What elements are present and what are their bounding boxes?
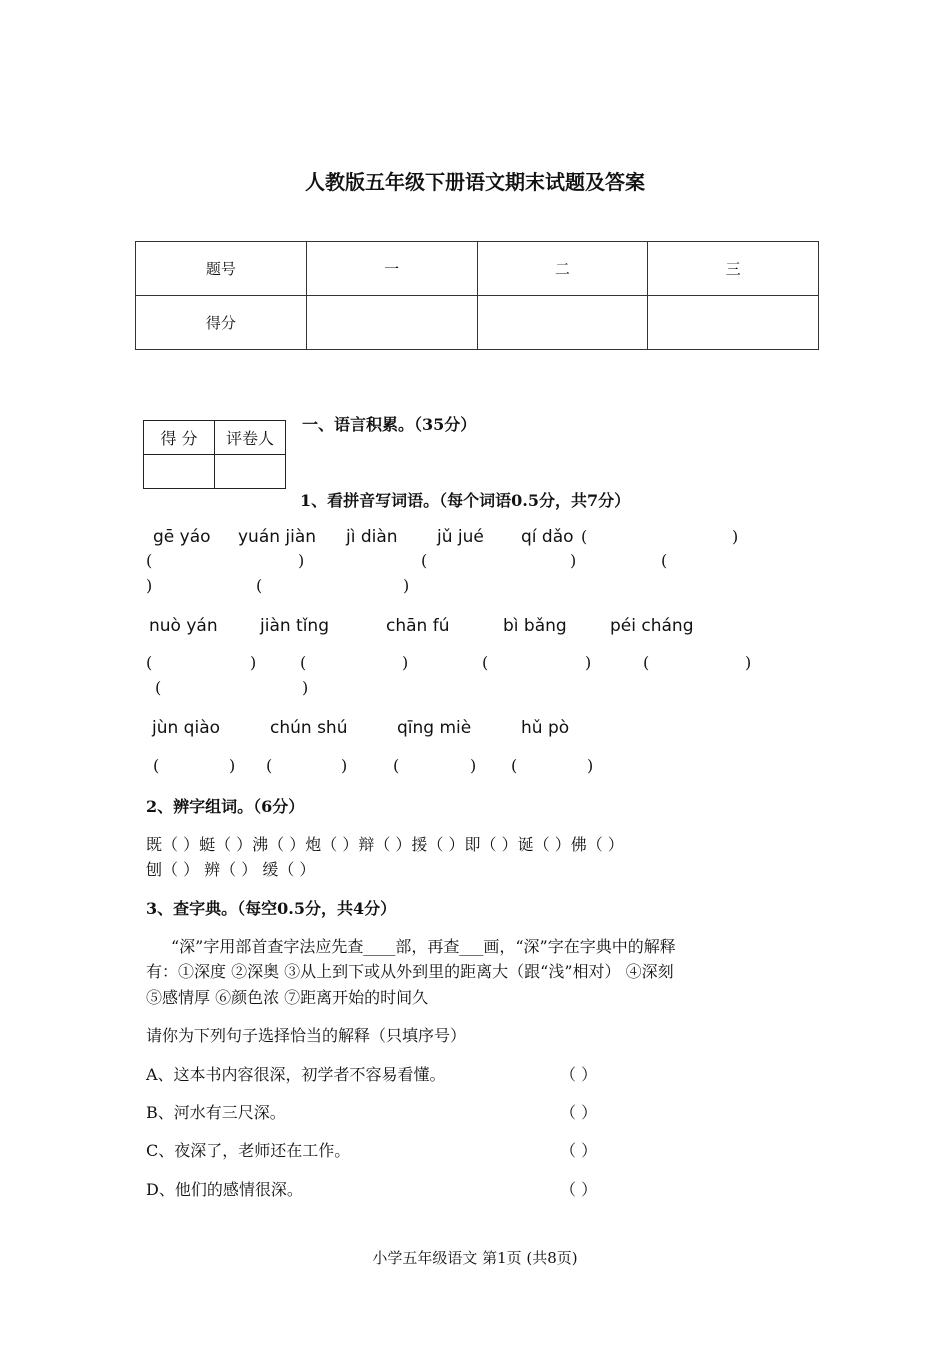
answer-bracket-open: ( — [256, 576, 263, 595]
score-cell[interactable] — [648, 296, 819, 350]
score-cell[interactable] — [306, 296, 477, 350]
q3-paragraph: “深”字用部首查字法应先查____部，再查___画，“深”字在字典中的解释 — [171, 937, 676, 956]
answer-blank[interactable]: （ ） — [560, 1103, 598, 1122]
pinyin-item: jì diàn — [346, 527, 398, 547]
score-cell[interactable] — [477, 296, 648, 350]
answer-bracket-close: ) — [402, 653, 409, 672]
table-cell: 三 — [648, 242, 819, 296]
pinyin-item: chān fú — [386, 616, 450, 636]
question-item: C、夜深了，老师还在工作。 — [146, 1141, 351, 1160]
page-footer: 小学五年级语文 第1页 (共8页) — [372, 1249, 578, 1267]
answer-bracket-close: ) — [745, 653, 752, 672]
q3-paragraph: ⑤感情厚 ⑥颜色浓 ⑦距离开始的时间久 — [146, 988, 429, 1007]
pinyin-item: bì bǎng — [503, 616, 567, 636]
pinyin-item: qīng miè — [397, 718, 472, 738]
pinyin-item: jiàn tǐng — [260, 616, 329, 636]
section1-heading: 一、语言积累。（35分） — [302, 415, 477, 434]
question-item: A、这本书内容很深，初学者不容易看懂。 — [146, 1065, 446, 1084]
answer-bracket-close: ) — [570, 551, 577, 570]
answer-bracket-open: ( — [511, 756, 518, 775]
answer-bracket-open: ( — [643, 653, 650, 672]
question-item: D、他们的感情很深。 — [146, 1180, 303, 1199]
answer-bracket-open: ( — [153, 756, 160, 775]
table-row — [136, 296, 819, 350]
pinyin-item: jùn qiào — [152, 718, 221, 738]
table-cell: 一 — [306, 242, 477, 296]
grader-score-label: 得 分 — [144, 421, 215, 455]
pinyin-item: qí dǎo — [521, 527, 574, 547]
answer-bracket-open: ( — [581, 527, 588, 546]
answer-bracket-close: ) — [403, 576, 410, 595]
answer-bracket-close: ) — [146, 576, 153, 595]
pinyin-item: hǔ pò — [521, 718, 570, 738]
answer-bracket-open: ( — [146, 551, 153, 570]
table-cell: 二 — [477, 242, 648, 296]
q2-heading: 2、辨字组词。（6分） — [146, 797, 305, 816]
table-row — [136, 242, 819, 296]
answer-bracket-open: ( — [661, 551, 668, 570]
pinyin-item: nuò yán — [149, 616, 218, 636]
table-cell: 得分 — [136, 296, 307, 350]
answer-bracket-close: ) — [341, 756, 348, 775]
answer-bracket-close: ) — [470, 756, 477, 775]
score-table — [135, 241, 819, 350]
answer-blank[interactable]: （ ） — [560, 1065, 598, 1084]
answer-bracket-close: ) — [587, 756, 594, 775]
grader-box — [143, 420, 286, 489]
pinyin-item: gē yáo — [153, 527, 211, 547]
q1-heading: 1、看拼音写词语。（每个词语0.5分，共7分） — [300, 491, 631, 510]
grader-score-cell[interactable] — [144, 455, 215, 489]
answer-bracket-close: ) — [302, 678, 309, 697]
answer-blank[interactable]: （ ） — [560, 1141, 598, 1160]
pinyin-item: jǔ jué — [437, 527, 484, 547]
answer-bracket-open: ( — [300, 653, 307, 672]
answer-bracket-close: ) — [298, 551, 305, 570]
grader-name-cell[interactable] — [215, 455, 286, 489]
answer-bracket-open: ( — [146, 653, 153, 672]
answer-bracket-open: ( — [266, 756, 273, 775]
answer-bracket-close: ) — [585, 653, 592, 672]
answer-bracket-open: ( — [421, 551, 428, 570]
q3-instruction: 请你为下列句子选择恰当的解释（只填序号） — [146, 1026, 467, 1045]
table-cell: 题号 — [136, 242, 307, 296]
answer-bracket-close: ) — [732, 527, 739, 546]
page-title: 人教版五年级下册语文期末试题及答案 — [305, 170, 645, 194]
q3-heading: 3、查字典。（每空0.5分，共4分） — [146, 899, 397, 918]
q2-line: 既（ ）蜓（ ）沸（ ）炮（ ）辩（ ）援（ ）即（ ）诞（ ）佛（ ） — [146, 835, 624, 854]
pinyin-item: chún shú — [270, 718, 348, 738]
answer-bracket-close: ) — [229, 756, 236, 775]
grader-label: 评卷人 — [215, 421, 286, 455]
answer-blank[interactable]: （ ） — [560, 1180, 598, 1199]
answer-bracket-close: ) — [250, 653, 257, 672]
pinyin-item: péi cháng — [610, 616, 694, 636]
answer-bracket-open: ( — [482, 653, 489, 672]
pinyin-item: yuán jiàn — [238, 527, 317, 547]
question-item: B、河水有三尺深。 — [146, 1103, 286, 1122]
answer-bracket-open: ( — [393, 756, 400, 775]
q2-line: 刨（ ） 辨（ ） 缓（ ） — [146, 860, 316, 879]
answer-bracket-open: ( — [155, 678, 162, 697]
q3-paragraph: 有：①深度 ②深奥 ③从上到下或从外到里的距离大（跟“浅”相对） ④深刻 — [146, 962, 674, 981]
